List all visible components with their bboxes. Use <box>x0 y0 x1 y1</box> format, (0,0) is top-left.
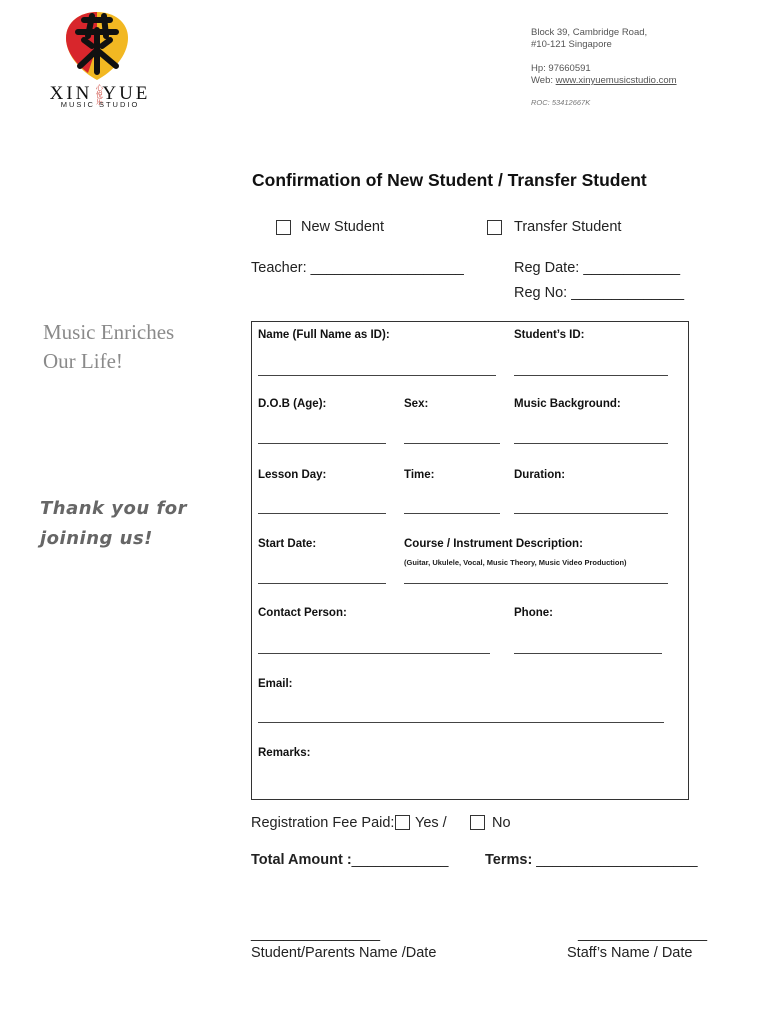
lesson-day-label: Lesson Day: <box>258 469 327 481</box>
total-amount-field[interactable]: Total Amount :____________ <box>251 852 449 868</box>
time-label: Time: <box>404 469 435 481</box>
start-date-label: Start Date: <box>258 538 317 550</box>
slogan: Music Enriches Our Life! <box>43 320 175 373</box>
website: Web: www.xinyuemusicstudio.com <box>531 75 677 86</box>
name-label: Name (Full Name as ID): <box>258 329 390 341</box>
fee-yes-label: Yes / <box>415 815 447 831</box>
start-date-input-line[interactable] <box>258 583 386 584</box>
transfer-student-checkbox[interactable] <box>487 220 502 235</box>
course-label: Course / Instrument Description: <box>404 538 583 550</box>
lesson-day-input-line[interactable] <box>258 513 386 514</box>
email-input-line[interactable] <box>258 722 664 723</box>
contact-person-input-line[interactable] <box>258 653 490 654</box>
phone-label: Phone: <box>514 607 553 619</box>
website-link[interactable]: www.xinyuemusicstudio.com <box>555 75 677 86</box>
remarks-label: Remarks: <box>258 747 311 759</box>
thank-you-note: Thank you for joining us! <box>40 498 188 549</box>
studio-logo-tagline: MUSIC STUDIO <box>60 100 140 109</box>
address-line-1: Block 39, Cambridge Road, <box>531 27 648 38</box>
studio-logo-wordmark: XIN 心悦乐YUE <box>49 83 151 106</box>
duration-label: Duration: <box>514 469 566 481</box>
student-signature-label: Student/Parents Name /Date <box>251 945 437 961</box>
roc-number: ROC: 53412667K <box>531 98 591 107</box>
sex-label: Sex: <box>404 398 429 410</box>
fee-yes-checkbox[interactable] <box>395 815 410 830</box>
fee-no-label: No <box>492 815 511 831</box>
staff-signature-label: Staff’s Name / Date <box>567 945 693 961</box>
sex-input-line[interactable] <box>404 443 500 444</box>
studio-logo-icon <box>62 10 132 82</box>
form-title: Confirmation of New Student / Transfer Student <box>252 170 647 190</box>
phone-number: Hp: 97660591 <box>531 63 591 74</box>
address-line-2: #10-121 Singapore <box>531 39 612 50</box>
new-student-label: New Student <box>301 219 385 235</box>
dob-label: D.O.B (Age): <box>258 398 327 410</box>
student-id-label: Student’s ID: <box>514 329 585 341</box>
new-student-checkbox[interactable] <box>276 220 291 235</box>
student-signature-line[interactable]: ________________ <box>251 926 381 942</box>
fee-no-checkbox[interactable] <box>470 815 485 830</box>
email-label: Email: <box>258 678 293 690</box>
transfer-student-label: Transfer Student <box>514 219 622 235</box>
dob-input-line[interactable] <box>258 443 386 444</box>
terms-field[interactable]: Terms: ____________________ <box>485 852 698 868</box>
contact-person-label: Contact Person: <box>258 607 347 619</box>
reg-no-field[interactable]: Reg No: ______________ <box>514 285 685 301</box>
music-background-input-line[interactable] <box>514 443 668 444</box>
course-hint: (Guitar, Ukulele, Vocal, Music Theory, Music Video Production) <box>404 558 627 567</box>
student-id-input-line[interactable] <box>514 375 668 376</box>
name-input-line[interactable] <box>258 375 496 376</box>
teacher-field[interactable]: Teacher: ___________________ <box>251 260 464 276</box>
duration-input-line[interactable] <box>514 513 668 514</box>
phone-input-line[interactable] <box>514 653 662 654</box>
reg-date-field[interactable]: Reg Date: ____________ <box>514 260 681 276</box>
registration-fee-label: Registration Fee Paid: <box>251 815 395 831</box>
course-input-line[interactable] <box>404 583 668 584</box>
time-input-line[interactable] <box>404 513 500 514</box>
staff-signature-line[interactable]: ________________ <box>578 926 708 942</box>
music-background-label: Music Background: <box>514 398 621 410</box>
